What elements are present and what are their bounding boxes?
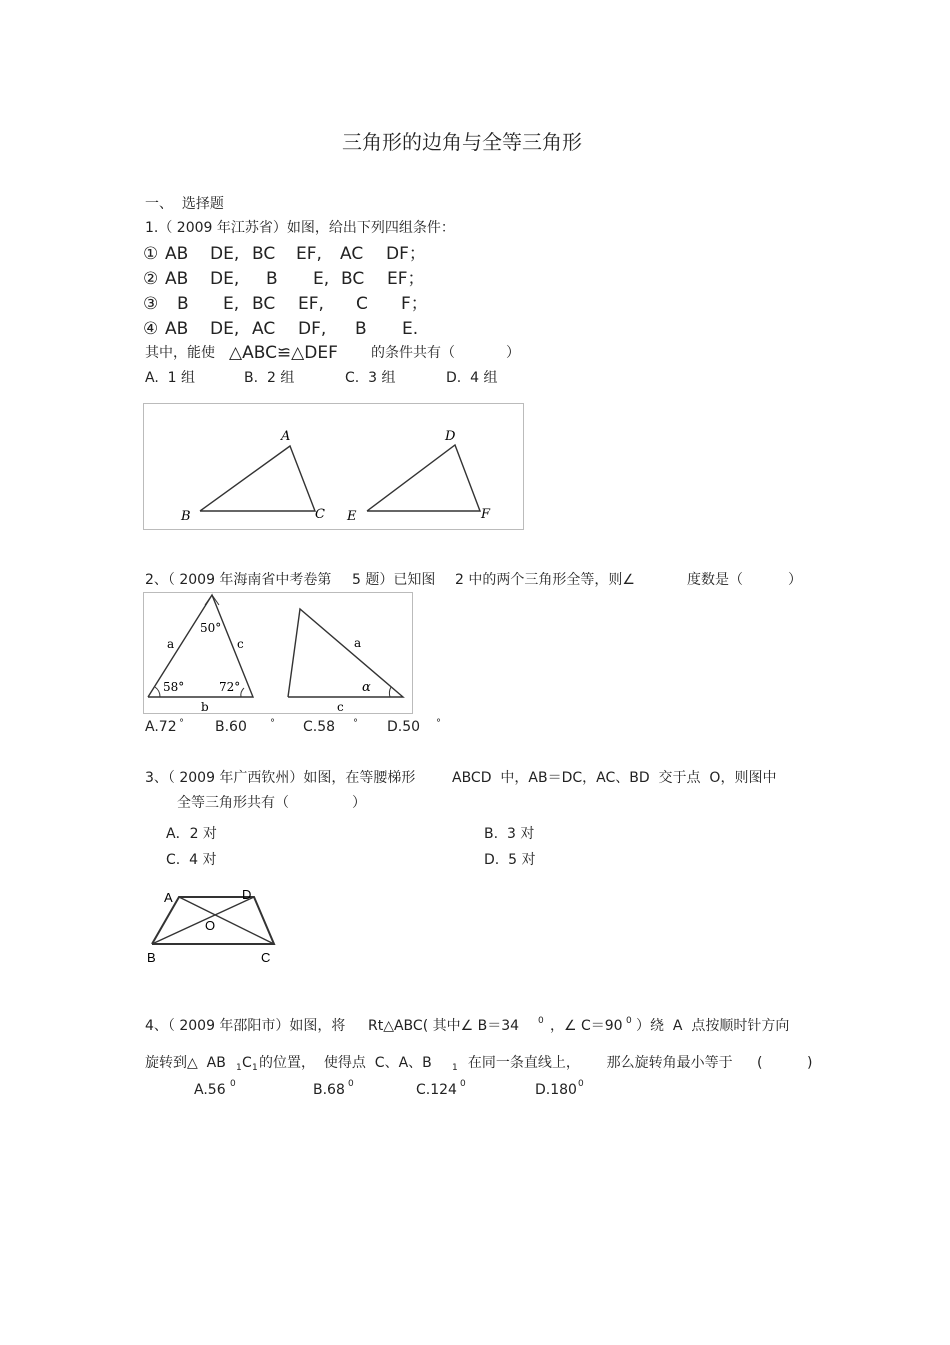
q2-stem-part: ） <box>788 572 802 588</box>
q4-sub: 1 <box>452 1063 458 1073</box>
option-a: A.56 <box>194 1082 226 1098</box>
q4-line2-part: C <box>242 1055 252 1071</box>
option-c: C.124 <box>416 1082 457 1098</box>
condition-part: F； <box>401 294 428 314</box>
condition-part: BC <box>341 269 365 289</box>
label-d: D <box>242 887 252 902</box>
q2-stem-part: 度数是（ <box>687 572 743 588</box>
triangle-abc <box>200 446 315 511</box>
condition-part: E. <box>402 319 419 339</box>
condition-part: B <box>177 294 189 314</box>
ask-formula: △ABC≌△DEF <box>229 343 338 363</box>
condition-part: E, <box>223 294 240 314</box>
label-c: C <box>315 507 325 522</box>
condition-mark: ④ <box>143 319 159 339</box>
condition-part: EF, <box>296 244 322 264</box>
side-a: a <box>167 637 175 651</box>
condition-part: AC <box>340 244 364 264</box>
label-o: O <box>205 918 216 933</box>
q4-line2-part: 旋转到△ AB <box>145 1055 226 1071</box>
q4-line2-part: 的位置， 使得点 C、A、B <box>259 1055 432 1071</box>
condition-part: EF； <box>387 269 425 289</box>
q4-stem-part: ，∠ C＝90 <box>550 1018 623 1034</box>
q4-sup: 0 <box>538 1016 544 1026</box>
q2-stem-part: 5 题）已知图 <box>352 572 436 588</box>
option-a: A. 1 组 <box>145 370 196 386</box>
q4-sup: 0 <box>626 1016 632 1026</box>
right-side-a: a <box>354 636 362 650</box>
q4-stem-part: 4、（ 2009 年邵阳市）如图，将 <box>145 1018 346 1034</box>
q4-sub: 1 <box>236 1063 242 1073</box>
q3-stem-line2: 全等三角形共有（ <box>177 795 289 811</box>
label-e: E <box>347 509 357 524</box>
q2-stem-part: 2 中的两个三角形全等，则∠ <box>455 572 635 588</box>
condition-part: AB <box>165 269 189 289</box>
condition-part: E, <box>313 269 330 289</box>
condition-part: DF, <box>298 319 327 339</box>
option-d: D. 5 对 <box>484 852 536 868</box>
option-a-degree: ° <box>179 718 184 729</box>
q3-stem-close: ） <box>352 795 366 811</box>
q3-stem-part: ABCD 中，AB＝DC，AC、BD 交于点 O，则图中 <box>452 770 777 786</box>
q3-figure <box>140 882 290 972</box>
condition-part: DF； <box>386 244 426 264</box>
label-c: C <box>261 950 271 965</box>
option-c: C. 3 组 <box>345 370 396 386</box>
ask-prefix: 其中，能使 <box>145 345 215 361</box>
option-d: D.50 <box>387 719 421 735</box>
q4-stem-part: Rt△ABC( 其中∠ B＝34 <box>368 1018 520 1034</box>
option-a-sup: 0 <box>230 1079 236 1089</box>
condition-part: AB <box>165 319 189 339</box>
condition-part: B <box>266 269 278 289</box>
side-b: b <box>201 700 209 714</box>
q4-stem-part: ）绕 A 点按顺时针方向 <box>636 1018 790 1034</box>
angle-top: 50° <box>200 621 222 635</box>
q2-figure <box>143 592 413 714</box>
option-c-sup: 0 <box>460 1079 466 1089</box>
q1-stem: 1.（ 2009 年江苏省）如图，给出下列四组条件： <box>145 220 455 236</box>
option-b: B.60 <box>215 719 247 735</box>
condition-mark: ② <box>143 269 159 289</box>
q4-sub: 1 <box>252 1063 258 1073</box>
option-b-sup: 0 <box>348 1079 354 1089</box>
label-f: F <box>481 507 491 522</box>
condition-part: DE, <box>210 319 240 339</box>
condition-part: DE, <box>210 269 240 289</box>
q4-line2-part: 在同一条直线上， 那么旋转角最小等于 <box>459 1055 733 1071</box>
condition-mark: ① <box>143 244 159 264</box>
option-d-degree: ° <box>436 718 441 729</box>
diagonal-ac <box>179 897 274 944</box>
angle-alpha: α <box>362 680 371 695</box>
triangle-right <box>288 609 403 697</box>
condition-part: AB <box>165 244 189 264</box>
triangle-def <box>367 445 480 511</box>
condition-mark: ③ <box>143 294 159 314</box>
label-a: A <box>164 890 173 905</box>
label-d: D <box>445 429 456 444</box>
option-b: B.68 <box>313 1082 345 1098</box>
condition-part: BC <box>252 244 276 264</box>
option-b: B. 2 组 <box>244 370 295 386</box>
label-b: B <box>181 509 191 524</box>
condition-part: B <box>355 319 367 339</box>
option-c-degree: ° <box>353 718 358 729</box>
side-c: c <box>237 637 244 651</box>
q3-stem-part: 3、（ 2009 年广西钦州）如图，在等腰梯形 <box>145 770 416 786</box>
option-d: D. 4 组 <box>446 370 498 386</box>
label-a: A <box>281 429 291 444</box>
option-b: B. 3 对 <box>484 826 535 842</box>
condition-part: DE, <box>210 244 240 264</box>
condition-part: EF, <box>298 294 324 314</box>
q1-figure <box>143 403 524 530</box>
option-c: C.58 <box>303 719 336 735</box>
angle-right: 72° <box>219 680 241 694</box>
condition-part: BC <box>252 294 276 314</box>
page-title: 三角形的边角与全等三角形 <box>342 130 582 154</box>
option-b-degree: ° <box>270 718 275 729</box>
q4-line2-paren: ( ) <box>757 1055 813 1071</box>
option-d-sup: 0 <box>578 1079 584 1089</box>
q2-stem-part: 2、（ 2009 年海南省中考卷第 <box>145 572 332 588</box>
option-c: C. 4 对 <box>166 852 217 868</box>
right-side-c: c <box>337 700 344 714</box>
figure-frame <box>144 593 413 714</box>
angle-left: 58° <box>163 680 185 694</box>
section-heading: 一、 选择题 <box>145 196 224 212</box>
option-d: D.180 <box>535 1082 577 1098</box>
label-b: B <box>147 950 156 965</box>
condition-part: AC <box>252 319 276 339</box>
ask-close: ） <box>506 345 520 361</box>
ask-suffix: 的条件共有（ <box>371 345 455 361</box>
option-a: A.72 <box>145 719 177 735</box>
option-a: A．2 对 <box>166 826 217 842</box>
condition-part: C <box>356 294 368 314</box>
